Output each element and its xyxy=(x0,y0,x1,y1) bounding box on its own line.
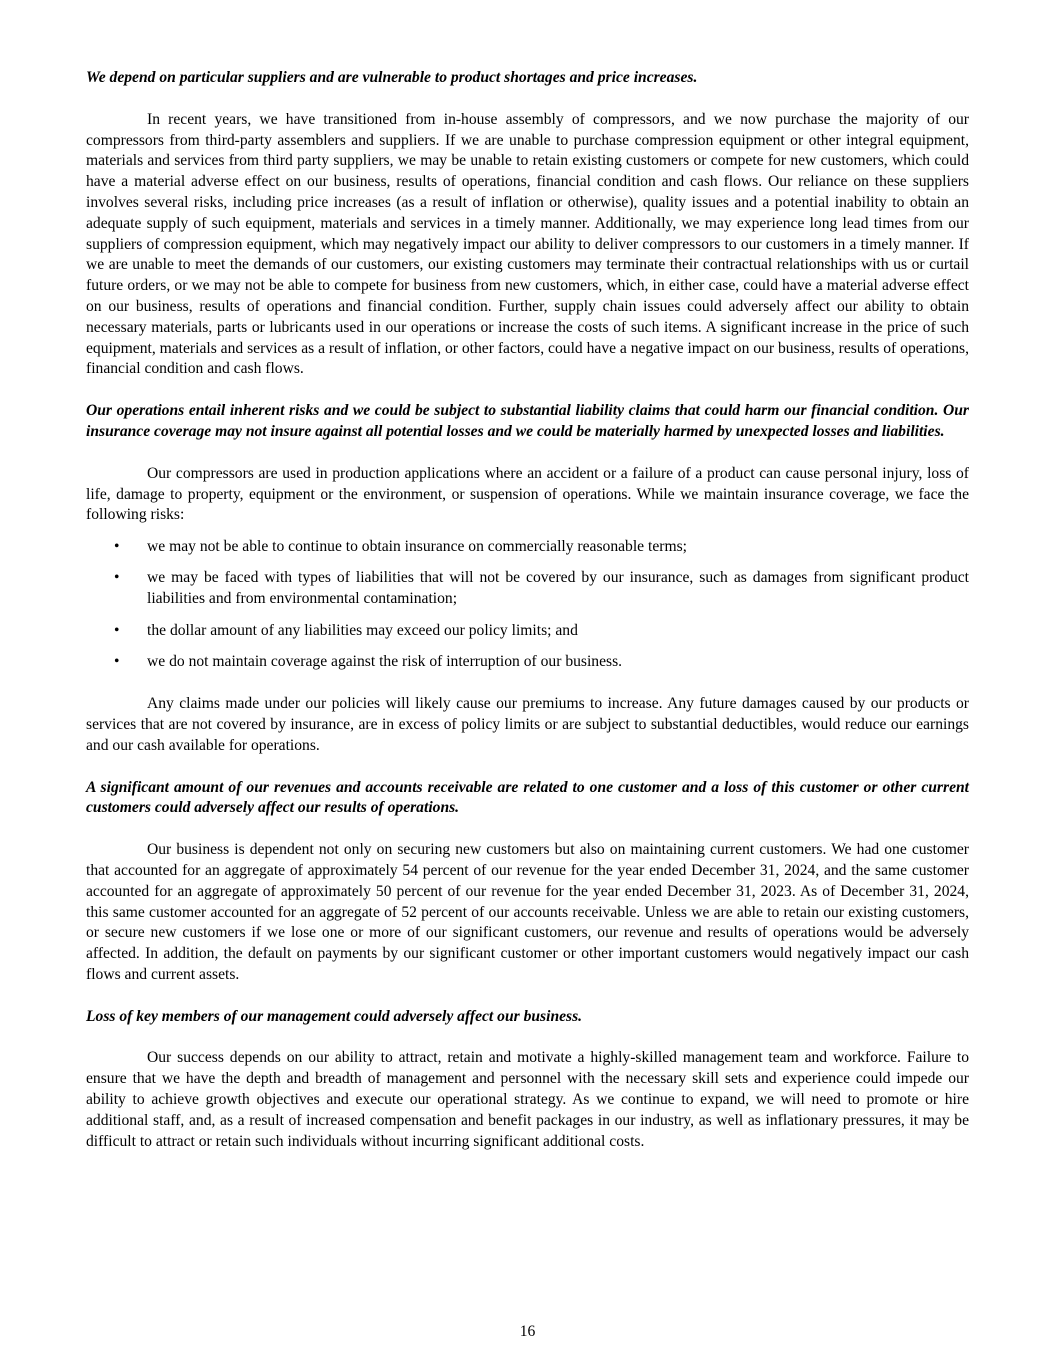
list-item xyxy=(86,652,969,673)
list-item xyxy=(86,568,969,610)
spacer xyxy=(86,526,969,537)
spacer xyxy=(86,683,969,694)
spacer xyxy=(86,1027,969,1048)
section-heading-suppliers: We depend on particular suppliers and are vulnerable to product shortages and price increases. xyxy=(86,69,698,86)
section-paragraph-management: Our success depends on our ability to attract, retain and motivate a highly-skilled management team and workforce. Failure to ensure that we have the depth and breadth of management and personnel with the necessary skill sets and experience could impede our ability to achieve growth objectives and execute our operational strategy. As we continue to expand, we will need to promote or hire additional staff, and, as a result of increased compensation and benefit packages in our industry, as well as inflationary pressures, it may be difficult to attract or retain such individuals without incurring significant additional costs. xyxy=(86,1049,969,1150)
spacer xyxy=(86,819,969,840)
spacer xyxy=(86,443,969,464)
bullet-text: we may be faced with types of liabilities that will not be covered by our insurance, such as damages from significant product liabilities and from environmental contamination; xyxy=(147,569,969,608)
bullet-text: we do not maintain coverage against the risk of interruption of our business. xyxy=(147,652,623,670)
section-paragraph-suppliers: In recent years, we have transitioned from in-house assembly of compressors, and we now purchase the majority of our compressors from third-party assemblers and suppliers. If we are unable to purchase compression equipment or other integral equipment, materials and services from third party suppliers, we may be unable to retain existing customers or compete for new customers, which could have a material adverse effect on our business, results of operations, financial condition and cash flows. Our reliance on these suppliers involves several risks, including price increases (as a result of inflation or otherwise), quality issues and a potential inability to obtain an adequate supply of such equipment, materials and services in a timely manner. Additionally, we may experience long lead times from our suppliers of compression equipment, which may negatively impact our ability to deliver compressors to our customers in a timely manner. If we are unable to meet the demands of our customers, our existing customers may terminate their contractual relationships with us or curtail future orders, or we may not be able to compete for business from new customers, which, in either case, could have a material adverse effect on our business, results of operations and financial condition. Further, supply chain issues could adversely affect our ability to obtain necessary materials, parts or lubricants used in our operations or increase the costs of such items. A significant increase in the price of such equipment, materials and services as a result of inflation, or other factors, could have a negative impact on our business, results of operations, financial condition and cash flows. xyxy=(86,110,969,378)
section-paragraph-claims: Any claims made under our policies will likely cause our premiums to increase. Any future damages caused by our products or services that are not covered by insurance, are in excess of policy limits or are subject to substantial deductibles, would reduce our earnings and our cash available for operations. xyxy=(86,695,969,754)
section-heading-operations-risks: Our operations entail inherent risks and we could be subject to substantial liability claims that could harm our financial condition. Our insurance coverage may not insure against all potential losses and we could be materially harmed by unexpected losses and liabilities. xyxy=(86,402,969,440)
document-page xyxy=(86,68,969,1152)
bullet-marker: • xyxy=(114,621,120,639)
bullet-marker: • xyxy=(114,538,120,556)
spacer xyxy=(86,380,969,401)
spacer xyxy=(86,757,969,778)
list-item xyxy=(86,537,969,558)
spacer xyxy=(86,986,969,1007)
bullet-text: the dollar amount of any liabilities may exceed our policy limits; and xyxy=(147,621,578,639)
page-number: 16 xyxy=(519,1323,536,1340)
section-heading-customer-concentration: A significant amount of our revenues and accounts receivable are related to one customer and a loss of this customer or other current customers could adversely affect our results of operations. xyxy=(86,778,969,817)
bullet-marker: • xyxy=(114,652,120,670)
section-heading-management: Loss of key members of our management could adversely affect our business. xyxy=(86,1007,583,1025)
bullet-text: we may not be able to continue to obtain insurance on commercially reasonable terms; xyxy=(147,538,687,556)
risk-bullet-list xyxy=(86,537,969,672)
section-paragraph-operations-risks: Our compressors are used in production applications where an accident or a failure of a product can cause personal injury, loss of life, damage to property, equipment or the environment, or suspension of operations. While we maintain insurance coverage, we face the following risks: xyxy=(86,464,969,524)
section-paragraph-customer-concentration: Our business is dependent not only on securing new customers but also on maintaining current customers. We had one customer that accounted for an aggregate of approximately 54 percent of our revenue for the year ended December 31, 2024, and the same customer accounted for an aggregate of approximately 50 percent of our revenue for the year ended December 31, 2023. As of December 31, 2024, this same customer accounted for an aggregate of 52 percent of our accounts receivable. Unless we are able to retain our existing customers, or secure new customers if we lose one or more of our significant customers, our revenue and results of operations would be adversely affected. In addition, the default on payments by our significant customer or other important customers would negatively impact our cash flows and current assets. xyxy=(86,841,969,983)
list-item xyxy=(86,621,969,642)
spacer xyxy=(86,89,969,110)
bullet-marker: • xyxy=(114,569,120,587)
